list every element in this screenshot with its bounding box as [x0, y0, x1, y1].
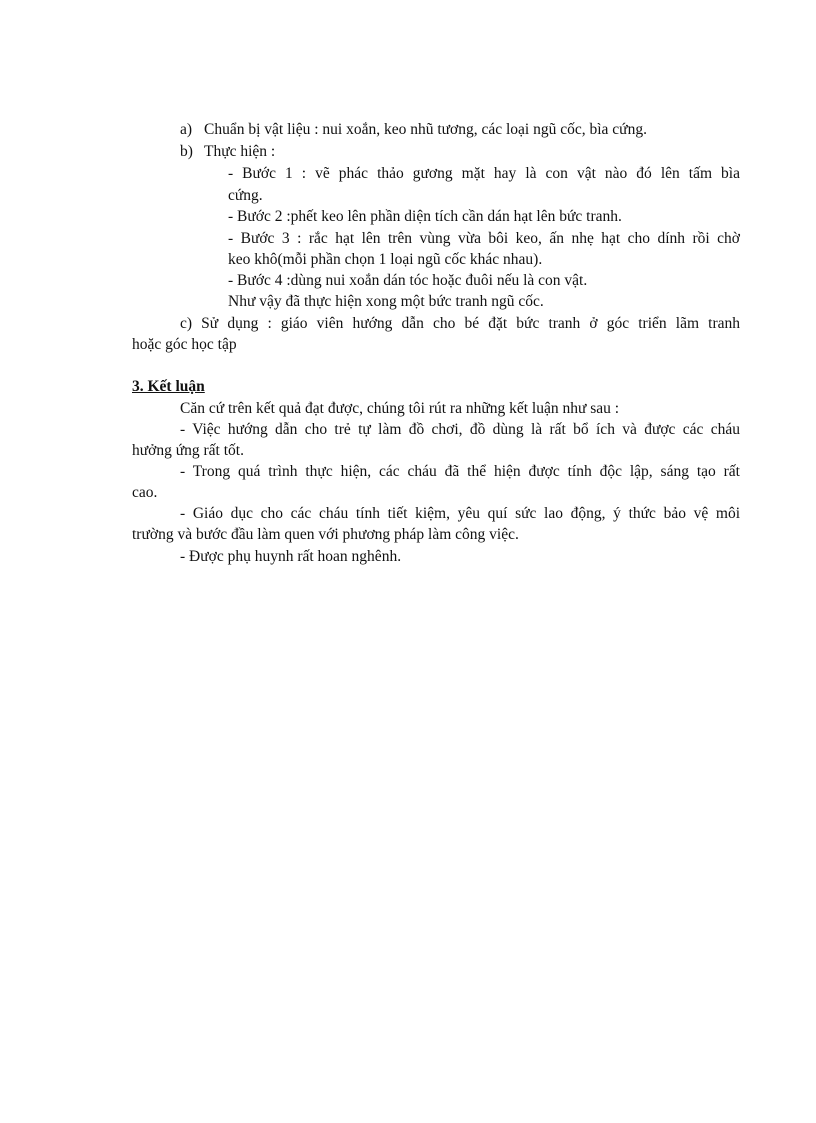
item-a-marker: a): [180, 121, 193, 138]
conclusion-point-1-line-2: hưởng ứng rất tốt.: [132, 442, 244, 459]
step-2-line-1: - Bước 2 :phết keo lên phần diện tích cần dán hạt lên bức tranh.: [228, 208, 622, 225]
conclusion-point-4-line-1: - Được phụ huynh rất hoan nghênh.: [180, 548, 402, 565]
section-heading-conclusion: 3. Kết luận: [132, 378, 205, 395]
conclusion-point-1-line-1: - Việc hướng dẫn cho trẻ tự làm đồ chơi, đồ dùng là rất bổ ích và được các cháu: [180, 421, 740, 438]
step-4-line-1: - Bước 4 :dùng nui xoắn dán tóc hoặc đuôi nếu là con vật.: [228, 272, 588, 289]
step-3-line-2: keo khô(mỗi phần chọn 1 loại ngũ cốc khác nhau).: [228, 251, 543, 268]
item-b-text: Thực hiện :: [204, 143, 276, 160]
steps-conclusion: Như vậy đã thực hiện xong một bức tranh ngũ cốc.: [228, 293, 544, 310]
conclusion-intro: Căn cứ trên kết quả đạt được, chúng tôi rút ra những kết luận như sau :: [180, 400, 620, 417]
conclusion-point-2-line-2: cao.: [132, 484, 158, 501]
conclusion-point-2-line-1: - Trong quá trình thực hiện, các cháu đã thể hiện được tính độc lập, sáng tạo rất: [180, 463, 740, 480]
step-3-line-1: - Bước 3 : rắc hạt lên trên vùng vừa bôi keo, ấn nhẹ hạt cho dính rồi chờ: [228, 230, 740, 247]
conclusion-point-3-line-1: - Giáo dục cho các cháu tính tiết kiệm, yêu quí sức lao động, ý thức bảo vệ môi: [180, 505, 740, 522]
conclusion-point-3-line-2: trường và bước đầu làm quen với phương pháp làm công việc.: [132, 526, 519, 543]
item-c-line-1: c) Sử dụng : giáo viên hướng dẫn cho bé đặt bức tranh ở góc triển lãm tranh: [180, 315, 740, 332]
step-1-line-1: - Bước 1 : vẽ phác thảo gương mặt hay là con vật nào đó lên tấm bìa: [228, 165, 740, 182]
item-a-text: Chuẩn bị vật liệu : nui xoắn, keo nhũ tương, các loại ngũ cốc, bìa cứng.: [204, 121, 647, 138]
item-c-line-2: hoặc góc học tập: [132, 336, 237, 353]
item-b-marker: b): [180, 143, 193, 160]
step-1-line-2: cứng.: [228, 187, 263, 204]
